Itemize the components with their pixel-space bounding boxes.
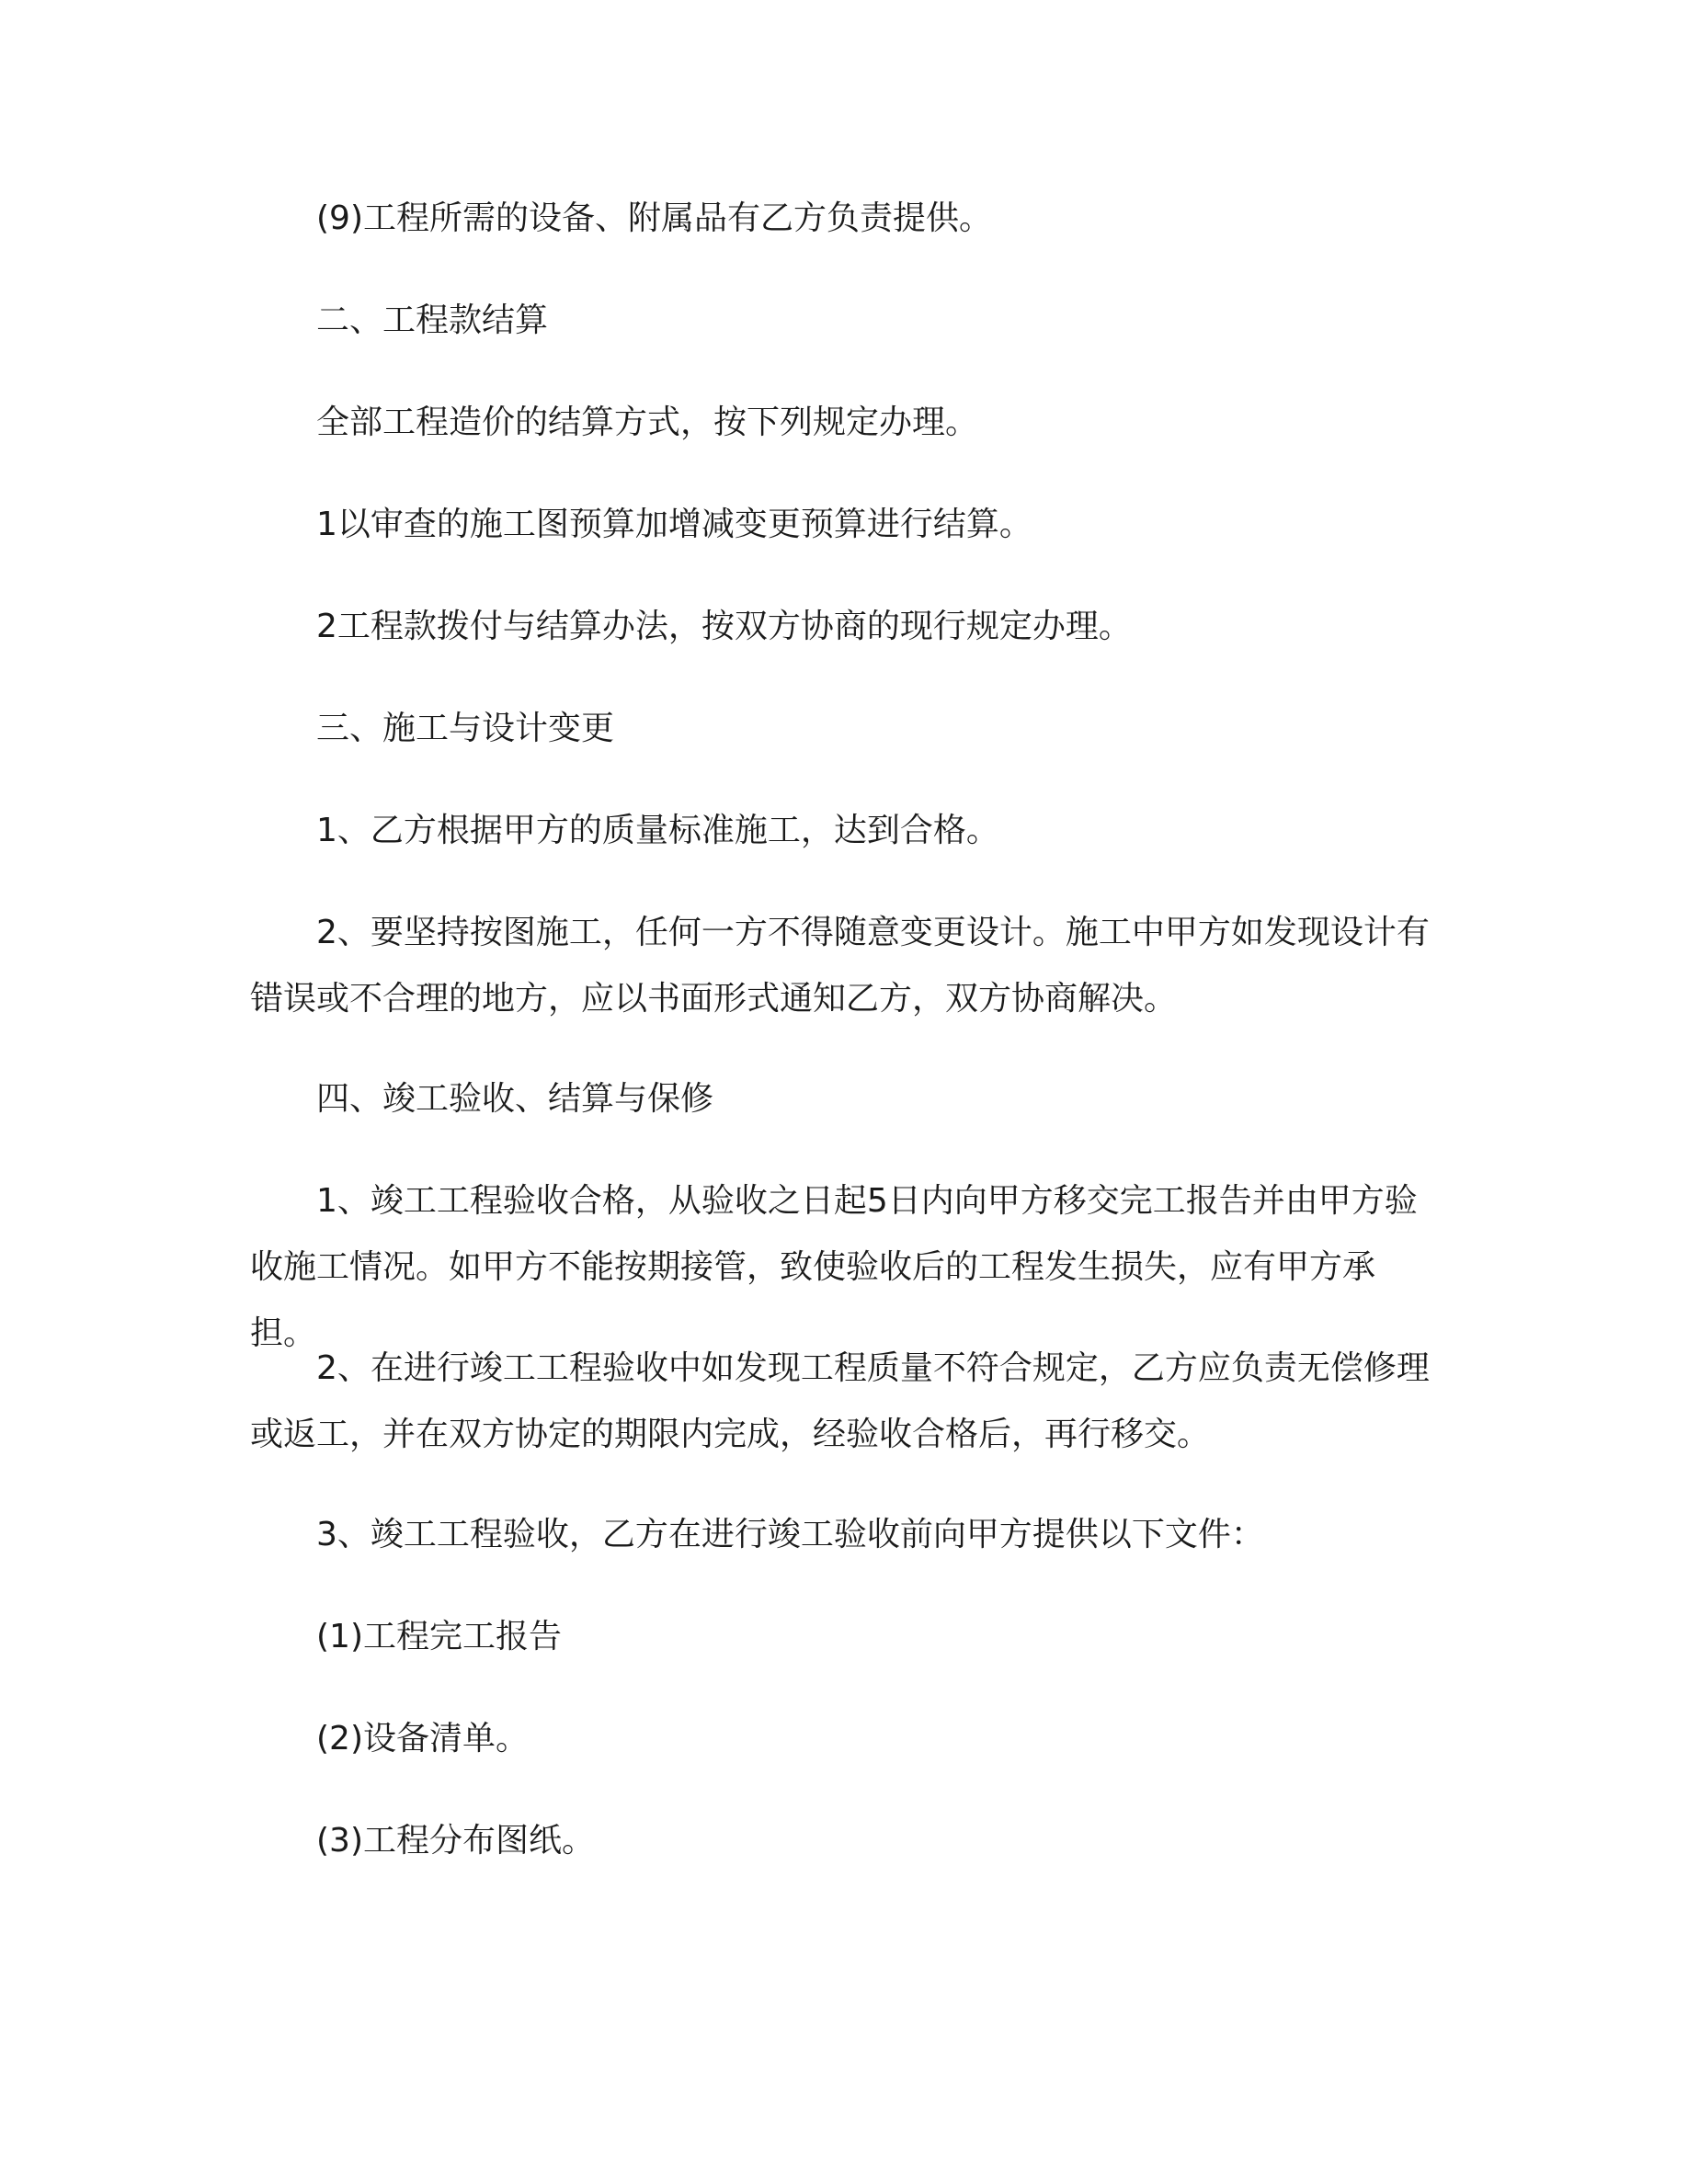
list-item-completion-report: (1)工程完工报告 (316, 1618, 562, 1655)
list-item-distribution-drawings: (3)工程分布图纸。 (316, 1822, 595, 1860)
section-heading-payment: 二、工程款结算 (316, 301, 549, 339)
section-heading-design-change: 三、施工与设计变更 (316, 710, 615, 747)
paragraph-follow-drawings: 2、要坚持按图施工，任何一方不得随意变更设计。施工中甲方如发现设计有错误或不合理的地方，应以书面形式通知乙方，双方协商解决。 (250, 914, 1430, 1018)
list-item-equipment-list: (2)设备清单。 (316, 1720, 529, 1757)
paragraph-equipment-supply: (9)工程所需的设备、附属品有乙方负责提供。 (316, 199, 992, 237)
paragraph-settlement-item-1: 1以审查的施工图预算加增减变更预算进行结算。 (316, 506, 1032, 543)
paragraph-settlement-item-2: 2工程款拨付与结算办法，按双方协商的现行规定办理。 (316, 608, 1132, 645)
paragraph-settlement-method: 全部工程造价的结算方式，按下列规定办理。 (316, 404, 979, 441)
section-heading-acceptance: 四、竣工验收、结算与保修 (316, 1080, 714, 1118)
paragraph-quality-standard: 1、乙方根据甲方的质量标准施工，达到合格。 (316, 812, 999, 849)
paragraph-acceptance-item-2: 2、在进行竣工工程验收中如发现工程质量不符合规定，乙方应负责无偿修理或返工，并在双方协定的期限内完成，经验收合格后，再行移交。 (250, 1349, 1430, 1453)
paragraph-acceptance-item-3: 3、竣工工程验收，乙方在进行竣工验收前向甲方提供以下文件： (316, 1516, 1264, 1553)
paragraph-acceptance-item-1: 1、竣工工程验收合格，从验收之日起5日内向甲方移交完工报告并由甲方验收施工情况。如甲方不能按期接管，致使验收后的工程发生损失，应有甲方承担。 (250, 1182, 1418, 1352)
